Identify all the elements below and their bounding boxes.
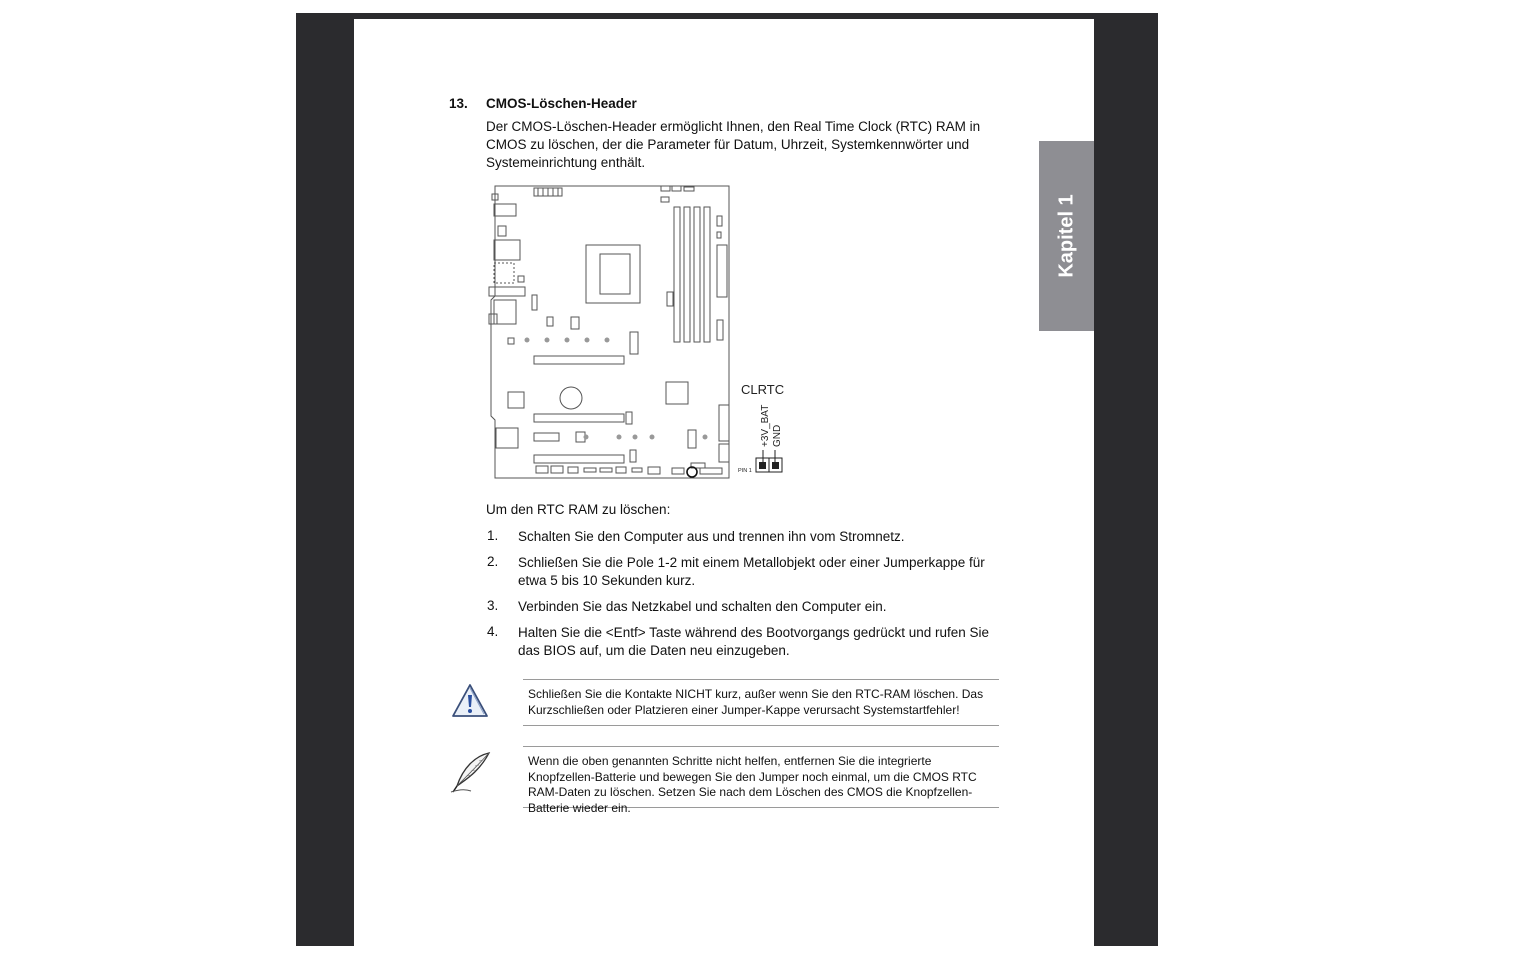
step-text: Schließen Sie die Pole 1-2 mit einem Metallobjekt oder einer Jumperkappe für etwa 5 bis 10 Sekunden kurz. [518,555,985,588]
clrtc-label: CLRTC [741,382,785,397]
step-number: 2. [487,554,499,569]
pin-label-gnd: GND [772,424,783,447]
motherboard-diagram [486,180,806,485]
tip-note: Wenn die oben genannten Schritte nicht helfen, entfernen Sie die integrierte Knopfzellen-Batterie und bewegen Sie den Jumper noch einmal, um die CMOS RTC RAM-Daten zu löschen. Setzen Sie nach dem Löschen des CMOS die Knopfzellen-Batterie wieder ein. [523,746,999,808]
step-number: 1. [487,528,499,543]
section-title: CMOS-Löschen-Header [486,96,637,111]
warning-icon [450,682,490,720]
warning-note: Schließen Sie die Kontakte NICHT kurz, außer wenn Sie den RTC-RAM löschen. Das Kurzschließen oder Platzieren einer Jumper-Kappe verursacht Systemstartfehler! [523,679,999,726]
chapter-tab-label: Kapitel 1 [1055,194,1077,278]
step-text: Halten Sie die <Entf> Taste während des Bootvorgangs gedrückt und rufen Sie das BIOS auf, um die Daten neu einzugeben. [518,625,990,658]
quill-pen-icon [449,750,493,794]
section-intro: Der CMOS-Löschen-Header ermöglicht Ihnen, den Real Time Clock (RTC) RAM in CMOS zu löschen, der die Parameter für Datum, Uhrzeit, Systemkennwörter und Systemeinrichtung enthält. [486,119,981,170]
section-number: 13. [449,96,468,111]
chapter-tab [1039,141,1094,331]
step-text: Schalten Sie den Computer aus und trennen ihn vom Stromnetz. [518,529,905,544]
steps-intro: Um den RTC RAM zu löschen: [486,502,671,517]
step-number: 4. [487,624,499,639]
pin1-label: PIN 1 [738,468,752,474]
step-text: Verbinden Sie das Netzkabel und schalten den Computer ein. [518,599,887,614]
pin-label-bat: +3V_BAT [760,404,771,447]
step-number: 3. [487,598,499,613]
